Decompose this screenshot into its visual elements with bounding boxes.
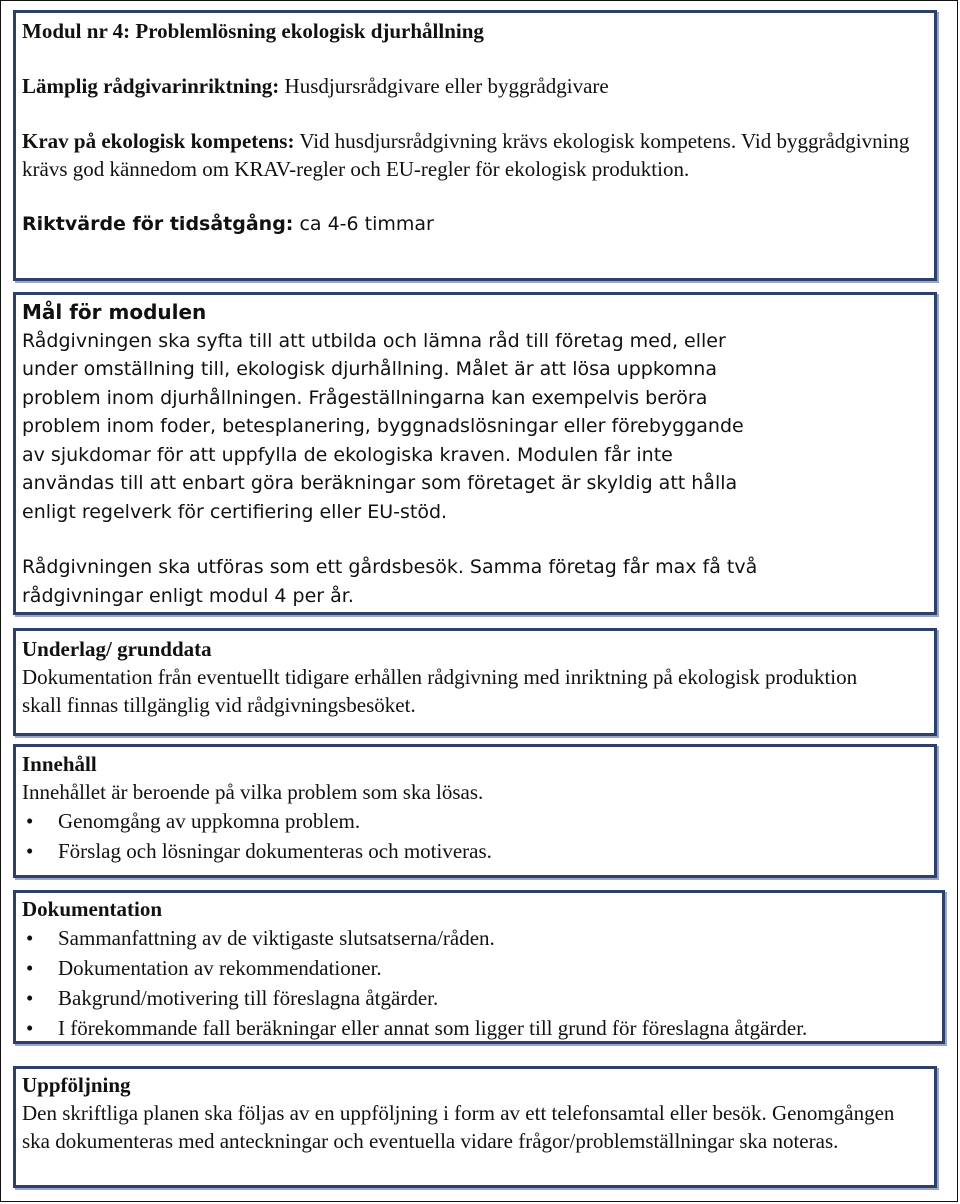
basis-heading: Underlag/ grunddata <box>22 637 212 661</box>
advisor-label: Lämplig rådgivarinriktning: <box>22 74 280 98</box>
time-value: ca 4-6 timmar <box>299 213 434 235</box>
followup-heading: Uppföljning <box>22 1073 131 1097</box>
documentation-list <box>22 923 942 1043</box>
bullet-icon: • <box>26 809 34 833</box>
goal-box <box>13 292 937 615</box>
bullet-icon: • <box>26 986 34 1010</box>
module-header-box <box>13 10 937 281</box>
basis-text: Dokumentation från eventuellt tidigare erhållen rådgivning med inriktning på ekologisk produktion skall finnas tillgänglig vid rådgivningsbesöket. <box>22 665 858 717</box>
followup-box <box>13 1066 937 1188</box>
documentation-heading: Dokumentation <box>22 897 163 921</box>
content-intro: Innehållet är beroende på vilka problem som ska lösas. <box>22 780 484 804</box>
goal-paragraph-1: Rådgivningen ska syfta till att utbilda och lämna råd till företag med, eller under omställning till, ekologisk djurhållning. Målet är att lösa uppkomna problem inom djurhållningen. Frågeställningarna kan exempelvis beröra problem inom foder, betesplanering, byggnadslösningar eller förebyggande av sjukdomar för att uppfylla de ekologiska kraven. Modulen får inte användas till att enbart göra beräkningar som företaget är skyldig att hålla enligt regelverk för certifiering eller EU-stöd. <box>22 329 744 523</box>
bullet-icon: • <box>26 956 34 980</box>
list-item: • Genomgång av uppkomna problem. <box>22 806 934 836</box>
bullet-icon: • <box>26 1016 34 1040</box>
list-item: • Förslag och lösningar dokumenteras och motiveras. <box>22 836 934 866</box>
basis-box <box>13 628 937 736</box>
advisor-value: Husdjursrådgivare eller byggrådgivare <box>284 74 609 98</box>
list-item: • Dokumentation av rekommendationer. <box>22 953 942 983</box>
list-item: • Bakgrund/motivering till föreslagna åtgärder. <box>22 983 942 1013</box>
documentation-box <box>13 890 945 1044</box>
advisor-line <box>22 72 934 100</box>
bullet-icon: • <box>26 926 34 950</box>
content-box <box>13 744 937 878</box>
time-label: Riktvärde för tidsåtgång: <box>22 213 294 235</box>
content-heading: Innehåll <box>22 752 97 776</box>
module-title: Modul nr 4: Problemlösning ekologisk djurhållning <box>22 19 484 43</box>
competence-label: Krav på ekologisk kompetens: <box>22 129 295 153</box>
list-item: • Sammanfattning av de viktigaste slutsatserna/råden. <box>22 923 942 953</box>
time-line <box>22 210 934 238</box>
content-list <box>22 806 934 866</box>
list-item: • I förekommande fall beräkningar eller annat som ligger till grund för föreslagna åtgärder. <box>22 1013 942 1043</box>
bullet-icon: • <box>26 839 34 863</box>
goal-heading: Mål för modulen <box>22 300 207 324</box>
competence-line <box>22 127 934 183</box>
competence-value: Vid husdjursrådgivning krävs ekologisk kompetens. Vid byggrådgivning krävs god kännedom om KRAV-regler och EU-regler för ekologisk produktion. <box>22 129 910 181</box>
goal-paragraph-2: Rådgivningen ska utföras som ett gårdsbesök. Samma företag får max få två rådgivningar enligt modul 4 per år. <box>22 556 758 607</box>
followup-text: Den skriftliga planen ska följas av en uppföljning i form av ett telefonsamtal eller besök. Genomgången ska dokumenteras med anteckningar och eventuella vidare frågor/problemställningar ska noteras. <box>22 1101 895 1153</box>
